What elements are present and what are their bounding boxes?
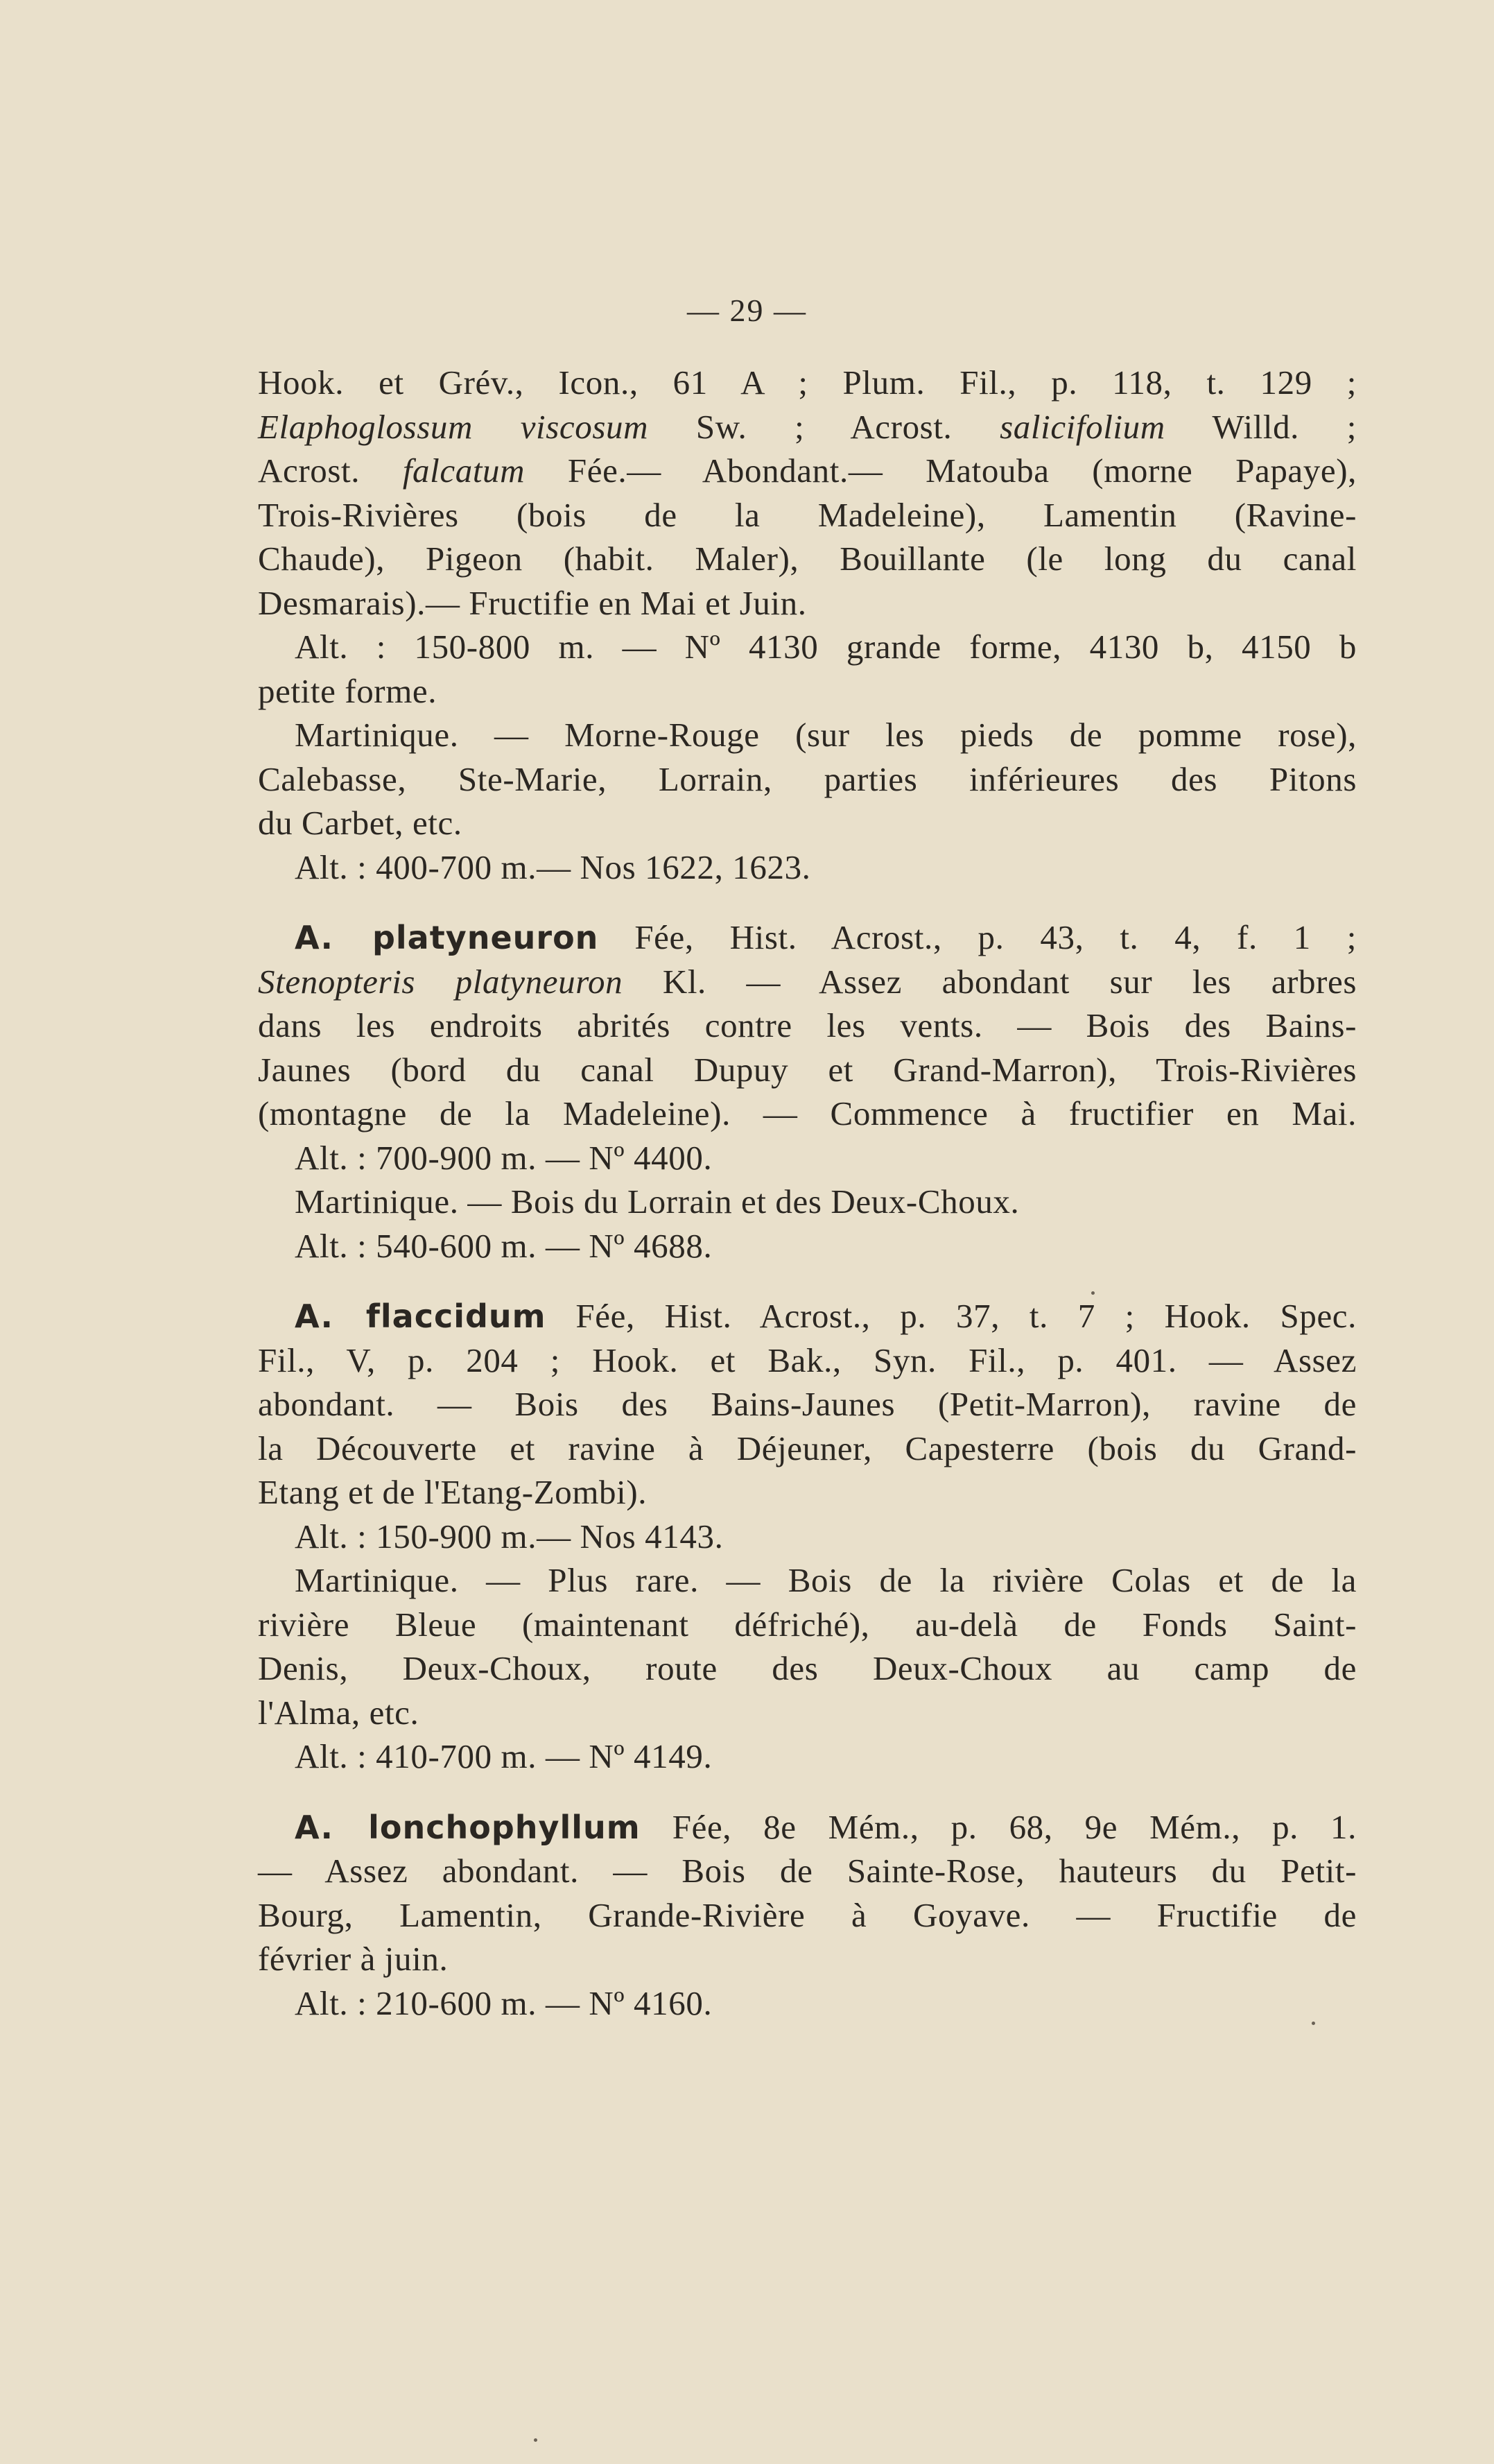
species-name: A. lonchophyllum bbox=[295, 1808, 641, 1846]
text-line: Calebasse, Ste-Marie, Lorrain, parties inférieures des Pitons bbox=[258, 759, 1357, 798]
text-line: (montagne de la Madeleine). — Commence à fructifier en Mai. bbox=[258, 1094, 1357, 1132]
text-line: rivière Bleue (maintenant défriché), au-delà de Fonds Saint- bbox=[258, 1605, 1357, 1644]
altitude-line: Alt. : 400-700 m.— Nos 1622, 1623. bbox=[295, 847, 811, 886]
species-name: A. platyneuron bbox=[295, 919, 599, 956]
entry-lonchophyllum bbox=[258, 1805, 1357, 2026]
martinique-line: Martinique. — Bois du Lorrain et des Deux-Choux. bbox=[295, 1182, 1020, 1221]
text-line: Jaunes (bord du canal Dupuy et Grand-Marron), Trois-Rivières bbox=[258, 1050, 1357, 1089]
text-line: Trois-Rivières (bois de la Madeleine), Lamentin (Ravine- bbox=[258, 495, 1357, 534]
text-line: du Carbet, etc. bbox=[258, 804, 462, 842]
text-line: abondant. — Bois des Bains-Jaunes (Petit-Marron), ravine de bbox=[258, 1385, 1357, 1423]
text-line: Desmarais).— Fructifie en Mai et Juin. bbox=[258, 583, 807, 622]
scan-speck bbox=[1091, 1291, 1095, 1295]
text-line: l'Alma, etc. bbox=[258, 1693, 419, 1732]
altitude-line: Alt. : 700-900 m. — Nº 4400. bbox=[295, 1138, 713, 1177]
altitude-line: Alt. : 150-900 m.— Nos 4143. bbox=[295, 1517, 724, 1556]
spacer bbox=[258, 1779, 1357, 1805]
altitude-line: Alt. : 210-600 m. — Nº 4160. bbox=[295, 1983, 713, 2022]
italic-taxon: falcatum bbox=[402, 451, 525, 490]
scan-speck bbox=[1312, 2022, 1315, 2025]
text-line: petite forme. bbox=[258, 671, 437, 710]
text-line: Acrost. falcatum Fée.— Abondant.— Matouba (morne Papaye), bbox=[258, 451, 1357, 490]
italic-taxon: Elaphoglossum viscosum bbox=[258, 407, 649, 446]
entry-continuation bbox=[258, 361, 1357, 889]
altitude-line: Alt. : 540-600 m. — Nº 4688. bbox=[295, 1226, 713, 1265]
text-line: — Assez abondant. — Bois de Sainte-Rose, hauteurs du Petit- bbox=[258, 1852, 1357, 1890]
text-line: A. lonchophyllum Fée, 8e Mém., p. 68, 9e Mém., p. 1. bbox=[295, 1807, 1357, 1846]
martinique-line: Martinique. — Morne-Rouge (sur les pieds de pomme rose), bbox=[295, 716, 1357, 754]
text-line: Elaphoglossum viscosum Sw. ; Acrost. salicifolium Willd. ; bbox=[258, 407, 1357, 446]
text-line: Hook. et Grév., Icon., 61 A ; Plum. Fil., p. 118, t. 129 ; bbox=[258, 363, 1357, 402]
martinique-line: Martinique. — Plus rare. — Bois de la rivière Colas et de la bbox=[295, 1561, 1357, 1599]
text-line: Fil., V, p. 204 ; Hook. et Bak., Syn. Fil., p. 401. — Assez bbox=[258, 1341, 1357, 1379]
text-line: A. platyneuron Fée, Hist. Acrost., p. 43, t. 4, f. 1 ; bbox=[295, 918, 1357, 956]
text-line: dans les endroits abrités contre les vents. — Bois des Bains- bbox=[258, 1006, 1357, 1044]
text-line: Denis, Deux-Choux, route des Deux-Choux au camp de bbox=[258, 1649, 1357, 1687]
text-line: la Découverte et ravine à Déjeuner, Capesterre (bois du Grand- bbox=[258, 1429, 1357, 1467]
text-line: Chaude), Pigeon (habit. Maler), Bouillante (le long du canal bbox=[258, 540, 1357, 578]
text-line: Etang et de l'Etang-Zombi). bbox=[258, 1473, 648, 1511]
italic-taxon: Stenopteris platyneuron bbox=[258, 962, 623, 1001]
spacer bbox=[258, 1268, 1357, 1294]
species-name: A. flaccidum bbox=[295, 1298, 546, 1335]
text-line: Bourg, Lamentin, Grande-Rivière à Goyave. — Fructifie de bbox=[258, 1895, 1357, 1934]
spacer bbox=[258, 889, 1357, 915]
entry-flaccidum bbox=[258, 1294, 1357, 1779]
text-line: février à juin. bbox=[258, 1940, 449, 1978]
scan-speck bbox=[534, 2438, 537, 2442]
text-line: Stenopteris platyneuron Kl. — Assez abondant sur les arbres bbox=[258, 962, 1357, 1001]
page-body bbox=[258, 361, 1357, 2025]
italic-taxon: salicifolium bbox=[1000, 407, 1165, 446]
entry-platyneuron bbox=[258, 915, 1357, 1268]
page-number: — 29 — bbox=[687, 293, 807, 328]
text-line: A. flaccidum Fée, Hist. Acrost., p. 37, t. 7 ; Hook. Spec. bbox=[295, 1297, 1357, 1335]
altitude-line: Alt. : 150-800 m. — Nº 4130 grande forme, 4130 b, 4150 b bbox=[295, 628, 1357, 666]
altitude-line: Alt. : 410-700 m. — Nº 4149. bbox=[295, 1737, 713, 1775]
